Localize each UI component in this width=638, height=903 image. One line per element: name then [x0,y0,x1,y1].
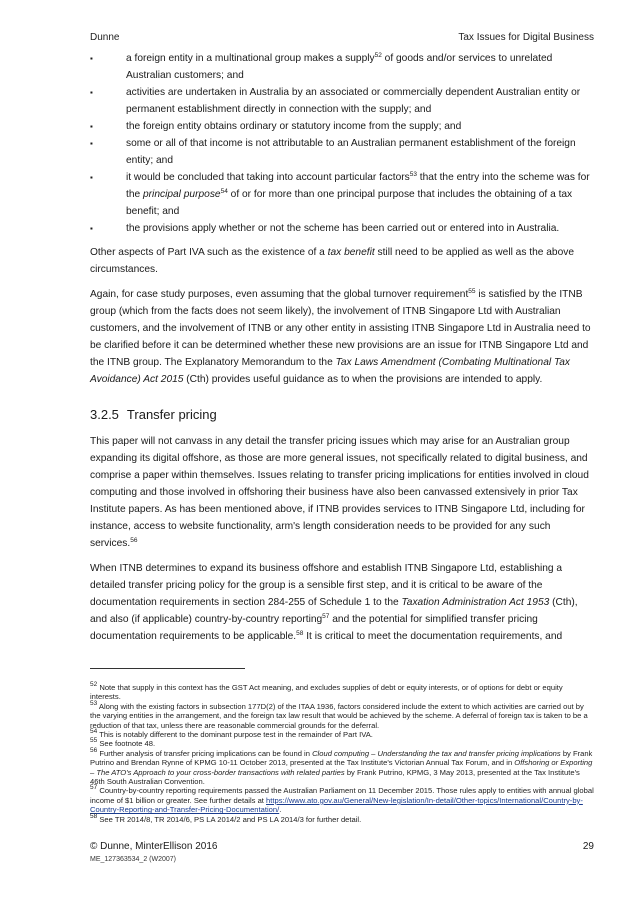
list-item: ▪ it would be concluded that taking into account particular factors$^{53}$ that the entry into the scheme was for the principal purpose$^{54}$ of or for more than one principal purpose that includes the obtaining of a tax benefit; and [90,171,590,217]
footnote-ref-56[interactable]: 56 [130,537,138,544]
footnote-55: $^{55}$ See footnote 48. [90,737,156,749]
footnote-57: $^{57}$ Country-by-country reporting requirements passed the Australian Parliament on 11 December 2015. Those rules apply to entities with annual global income of $1 billion or greater. See further details at https://www.ato.gov.au/General/New-legislation/In-detail/Other-topics/International/Country-by-Country-Reporting-and-Transfer-Pricing-Documentation/. [90,784,594,815]
footnote-ref-54[interactable]: 54 [220,188,228,195]
list-item: ▪ the provisions apply whether or not the scheme has been carried out or entered into in Australia. [90,220,594,237]
footnote-54: $^{54}$ This is notably different to the dominant purpose test in the remainder of Part IVA. [90,728,373,740]
bullet-icon: ▪ [90,139,93,148]
bullet-icon: ▪ [90,224,93,233]
footnote-ref-55[interactable]: 55 [468,288,476,295]
bullet-icon: ▪ [90,122,93,131]
conditions-list [90,50,594,237]
paragraph-transfer-pricing: This paper will not canvass in any detail the transfer pricing issues which may arise for an Australian group expanding its digital offshore, as those are more general issues, not specifically related to digital business, and comprise a paper within themselves. Issues relating to transfer pricing implications for entities involved in cloud computing and those involved in offshoring their business have also been canvassed extensively in prior Tax Institute papers. As has been mentioned above, if ITNB provides services to ITNB Singapore Ltd, including for instance, access to website functionality, arm's length consideration needs to be provided for any such services.$^{56}$ [90,436,589,549]
paragraph-case-study: Again, for case study purposes, even assuming that the global turnover requirement$^{55}$ is satisfied by the ITNB group (which from the facts does not seem likely), the involvement of ITNB Singapore Ltd with Australian customers, and the involvement of ITNB or any other entity in assisting ITNB Singapore Ltd in Australia need to be clarified before it can be determined whether these new provisions are an issue for ITNB Singapore Ltd and the ITNB group. The Explanatory Memorandum to the Tax Laws Amendment (Combating Multinational Tax Avoidance) Act 2015 (Cth) provides useful guidance as to when the provisions are intended to apply. [90,288,591,385]
footer-copyright: © Dunne, MinterEllison 2016 [90,841,218,852]
header-author: Dunne [90,32,120,43]
bullet-icon: ▪ [90,173,93,182]
list-item: ▪ some or all of that income is not attributable to an Australian permanent establishment of the foreign entity; and [90,135,594,169]
bullet-icon: ▪ [90,54,93,63]
list-item: ▪ a foreign entity in a multinational group makes a supply$^{52}$ of goods and/or services to unrelated Australian customers; and [90,52,553,81]
list-item: ▪ the foreign entity obtains ordinary or statutory income from the supply; and [90,118,594,135]
document-code: ME_127363534_2 (W2007) [90,856,177,863]
page-number: 29 [582,841,594,852]
footnote-52: $^{52}$ Note that supply in this context has the GST Act meaning, and excludes supplies of debt or equity interests, or of options for debt or equity interests. [90,681,563,702]
list-item: ▪ activities are undertaken in Australia by an associated or commercially dependent Australian entity or permanent establishment directly in connection with the supply; and [90,84,594,118]
footnote-ref-58[interactable]: 58 [296,630,304,637]
header-title: Tax Issues for Digital Business [458,32,594,43]
footnote-separator [90,668,245,669]
paragraph-part-iva: Other aspects of Part IVA such as the existence of a tax benefit still need to be applied as well as the above circumstances. [90,247,575,275]
footnote-ref-52[interactable]: 52 [374,52,382,59]
ato-cbc-link[interactable]: https://www.ato.gov.au/General/New-legislation/In-detail/Other-topics/International/Country-by-Country-Reporting-and-Transfer-Pricing-Documentation/ [90,795,583,815]
footnotes [90,683,594,824]
footnote-58: $^{58}$ See TR 2014/8, TR 2014/6, PS LA 2014/2 and PS LA 2014/3 for further detail. [90,812,362,824]
footnote-ref-57[interactable]: 57 [322,613,330,620]
page-body [90,50,594,653]
section-heading: 3.2.5 Transfer pricing [90,407,217,422]
footnote-53: $^{53}$ Along with the existing factors in subsection 177D(2) of the ITAA 1936, factors considered include the extent to which activities are carried out by the varying entities in the arrangement, and the foreign tax law result that would be achieved by the scheme. A deferral of foreign tax is taken to be a reduction of that tax, unless there are reasonable commercial grounds for the deferral. [90,699,588,730]
paragraph-documentation: When ITNB determines to expand its business offshore and establish ITNB Singapore Ltd, establishing a detailed transfer pricing policy for the group is a sensible first step, and it is critical to be aware of the documentation requirements in section 284-255 of Schedule 1 to the Taxation Administration Act 1953 (Cth), and also (if applicable) country-by-country reporting$^{57}$ and the potential for simplified transfer pricing documentation requirements to be applicable.$^{58}$ It is critical to meet the documentation requirements, and [90,563,578,642]
footnote-56: $^{56}$ Further analysis of transfer pricing implications can be found in Cloud computing – Understanding the tax and transfer pricing implications by Frank Putrino and Brendan Rynne of KPMG 10-11 October 2013, presented at the Tax Institute's Victorian Annual Tax Forum, and in Offshoring or Exporting – The ATO's Approach to your cross-border transactions with related parties by Frank Putrino, KPMG, 3 May 2013, presented at the Tax Institute's 46th South Australian Convention. [90,746,593,787]
footnote-ref-53[interactable]: 53 [409,171,417,178]
bullet-icon: ▪ [90,88,93,97]
